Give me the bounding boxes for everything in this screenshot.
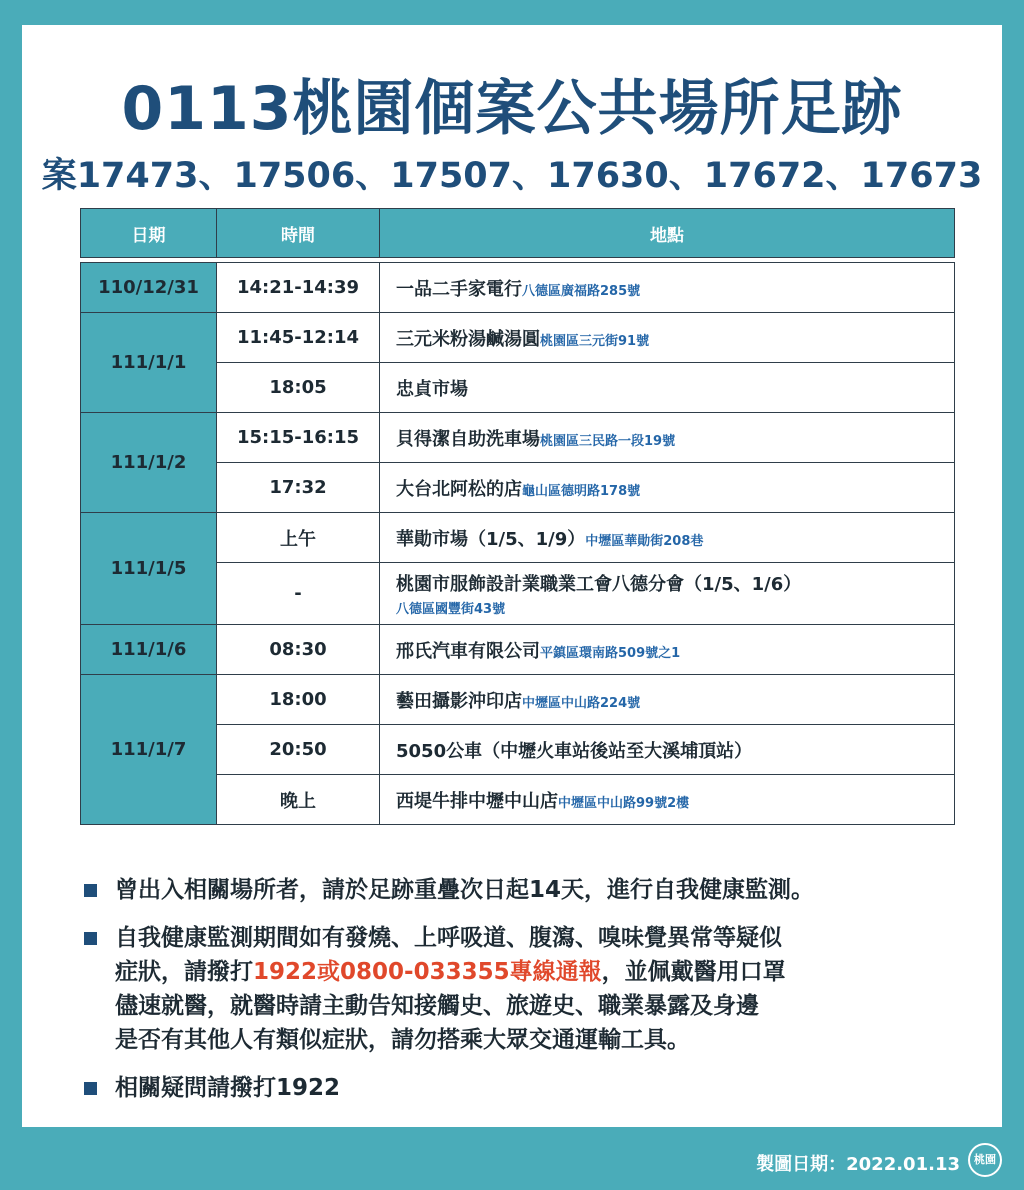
place-address: 平鎮區環南路509號之1 [540,645,681,661]
table-row [81,675,955,725]
date-cell: 111/1/5 [81,513,217,625]
note-item [84,1071,964,1105]
place-name: 西堤牛排中壢中山店 [396,790,558,812]
place-address: 中壢區華勛街208巷 [585,533,704,549]
note-item [84,921,964,1057]
place-cell [380,413,955,463]
made-date: 製圖日期：2022.01.13 [756,1154,960,1175]
case-numbers: 案17473、17506、17507、17630、17672、17673 [41,156,983,196]
page-title: 0113桃園個案公共場所足跡 [121,74,903,144]
place-address: 中壢區中山路224號 [522,695,641,711]
time-cell: 11:45-12:14 [217,313,380,363]
note-symptoms [115,921,964,1057]
place-name: 忠貞市場 [396,378,468,400]
place-cell [380,725,955,775]
time-cell: 18:05 [217,363,380,413]
place-name: 貝得潔自助洗車場 [396,428,540,450]
note-self-monitoring: 曾出入相關場所者，請於足跡重疊次日起14天，進行自我健康監測。 [115,877,815,903]
table-row [81,313,955,363]
column-header-place: 地點 [380,209,955,258]
date-cell: 111/1/7 [81,675,217,825]
time-cell: 20:50 [217,725,380,775]
place-name: 大台北阿松的店 [396,478,522,500]
taoyuan-seal-icon: 桃園 [968,1143,1002,1177]
place-address: 八德區國豐街43號 [396,602,506,617]
place-cell [380,313,955,363]
time-cell: 17:32 [217,463,380,513]
note-hotline: 相關疑問請撥打1922 [115,1075,341,1101]
hotline-text: 1922或0800-033355專線通報 [253,959,602,985]
bullet-square-icon [84,884,97,897]
time-cell: 上午 [217,513,380,563]
notes-section [84,873,964,1119]
note-line: 是否有其他人有類似症狀，請勿搭乘大眾交通運輸工具。 [115,1027,690,1053]
place-name: 三元米粉湯鹹湯圓 [396,328,540,350]
time-cell: 15:15-16:15 [217,413,380,463]
place-cell [380,363,955,413]
place-cell [380,263,955,313]
place-cell [380,625,955,675]
table-header-row [81,209,955,258]
date-cell: 110/12/31 [81,263,217,313]
place-cell [380,513,955,563]
note-item [84,873,964,907]
time-cell: 14:21-14:39 [217,263,380,313]
table-row [81,513,955,563]
note-line: 儘速就醫，就醫時請主動告知接觸史、旅遊史、職業暴露及身邊 [115,993,759,1019]
bullet-square-icon [84,1082,97,1095]
date-cell: 111/1/1 [81,313,217,413]
place-name: 藝田攝影沖印店 [396,690,522,712]
note-line: 症狀，請撥打 [115,959,253,985]
place-address: 桃園區三民路一段19號 [540,433,676,449]
place-cell [380,463,955,513]
time-cell: 18:00 [217,675,380,725]
time-cell: - [217,563,380,625]
column-header-time: 時間 [217,209,380,258]
date-cell: 111/1/2 [81,413,217,513]
place-cell [380,775,955,825]
bullet-square-icon [84,932,97,945]
place-name: 一品二手家電行 [396,278,522,300]
poster-card [22,25,1002,1127]
time-cell: 08:30 [217,625,380,675]
date-cell: 111/1/6 [81,625,217,675]
place-address: 龜山區德明路178號 [522,483,641,499]
table-row [81,263,955,313]
place-name: 邢氏汽車有限公司 [396,640,540,662]
place-address: 中壢區中山路99號2樓 [558,795,690,811]
note-line: 自我健康監測期間如有發燒、上呼吸道、腹瀉、嗅味覺異常等疑似 [115,925,782,951]
table-row [81,625,955,675]
place-name: 桃園市服飾設計業職業工會八德分會（1/5、1/6） [396,574,802,595]
place-name: 5050公車（中壢火車站後站至大溪埔頂站） [396,740,753,762]
column-header-date: 日期 [81,209,217,258]
place-cell [380,675,955,725]
place-address: 桃園區三元街91號 [540,333,650,349]
time-cell: 晚上 [217,775,380,825]
table-row [81,413,955,463]
place-name: 華勛市場（1/5、1/9） [396,528,586,550]
place-address: 八德區廣福路285號 [522,283,641,299]
place-cell [380,563,955,625]
footprint-table [80,208,955,825]
note-line: ，並佩戴醫用口罩 [601,959,786,985]
